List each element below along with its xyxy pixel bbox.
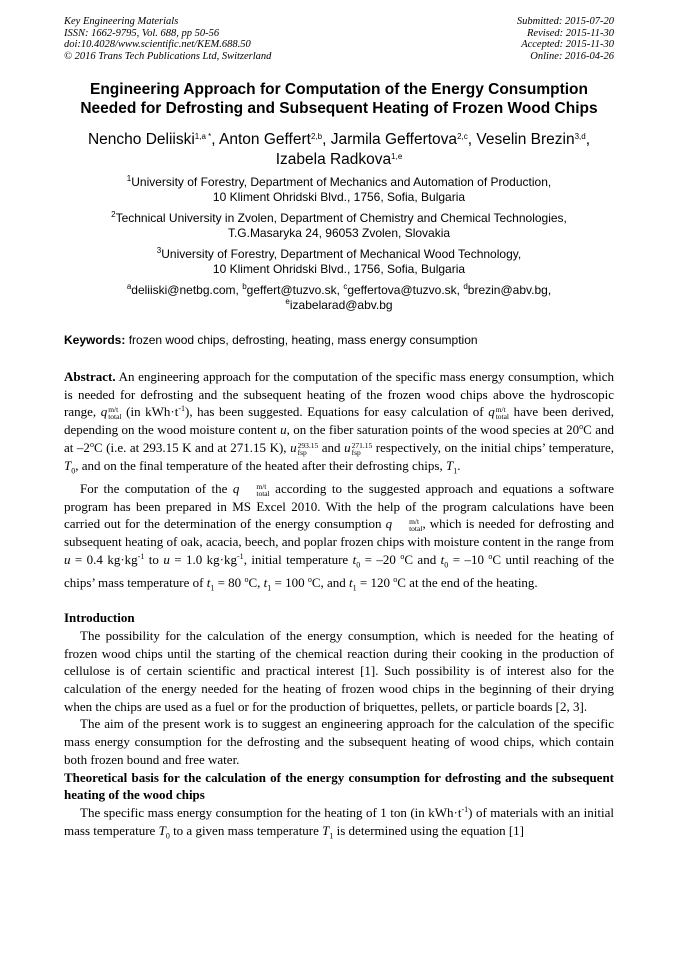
author-sup: 2,c bbox=[457, 132, 468, 141]
abstract-text: C and bbox=[404, 551, 437, 567]
u-symbol: u bbox=[280, 422, 287, 438]
exponent: -1 bbox=[237, 551, 244, 561]
keywords-label: Keywords: bbox=[64, 333, 126, 347]
degree-sup: o bbox=[393, 574, 398, 584]
abstract-text: C and at –2 bbox=[64, 422, 614, 455]
introduction-heading: Introduction bbox=[64, 610, 135, 626]
affiliation-line: University of Forestry, Department of Mechanics and Automation of Production, bbox=[131, 175, 552, 189]
abstract-text: An engineering approach for the computation of the specific mass energy consumption, which is needed for defrosting and the subsequent heating of the frozen wood chips above the hydroscopic range, bbox=[64, 369, 614, 420]
t1-symbol: T bbox=[445, 457, 454, 473]
theory-paragraph-1 bbox=[64, 804, 614, 845]
q-total-symbol: q bbox=[232, 480, 240, 496]
affiliation-1 bbox=[40, 175, 638, 204]
exponent: -1 bbox=[137, 551, 145, 561]
abstract-text: = 0.4 kg·kg bbox=[74, 551, 138, 567]
author-emails: $^a$deliiski@netbg.com, $^b$geffert@tuzvo.sk, $^c$geffertova@tuzvo.sk, $^d$brezin@abv.bg, $^e$izabelarad@abv.bg bbox=[126, 282, 552, 312]
keywords-text: frozen wood chips, defrosting, heating, mass energy consumption bbox=[128, 333, 478, 347]
email-link[interactable]: izabelarad@abv.bg bbox=[289, 297, 393, 312]
email-link[interactable]: brezin@abv.bg bbox=[467, 283, 548, 297]
email-link[interactable]: geffertova@tuzvo.sk bbox=[347, 283, 457, 297]
journal-info bbox=[64, 16, 271, 62]
u-fsp-symbol: u bbox=[344, 439, 351, 455]
q-total-symbol: q bbox=[100, 404, 108, 420]
email-link[interactable]: geffert@tuzvo.sk bbox=[246, 283, 337, 297]
paper-body bbox=[64, 368, 614, 845]
author-sup: 3,d bbox=[574, 132, 586, 141]
abstract-label: Abstract. bbox=[64, 369, 116, 384]
email-sup: d bbox=[463, 282, 468, 291]
affiliation-num: 3 bbox=[156, 246, 162, 255]
t1-sub: 1 bbox=[210, 583, 215, 593]
abstract-text: have been derived, depending on the wood moisture content bbox=[64, 404, 615, 438]
theory-text: ) of materials with an initial mass temperature bbox=[64, 804, 615, 838]
abstract-text: according to the suggested approach and equations a software program has been prepared in MS Excel 2010. With the help of the program calculations have been carried out for the determination of the energy consumption bbox=[64, 480, 615, 532]
introduction-paragraph-2: The aim of the present work is to suggest an engineering approach for the calculation of the specific mass energy consumption for the defrosting and the subsequent heating of wood chips, which contain both frozen bound and free water. bbox=[64, 716, 614, 767]
revised-date: Revised: 2015-11-30 bbox=[527, 27, 614, 39]
abstract-paragraph-2 bbox=[64, 480, 614, 597]
affiliation-num: 2 bbox=[111, 210, 116, 219]
exponent: -1 bbox=[461, 804, 469, 814]
abstract-text: = –20 bbox=[364, 551, 396, 567]
degree-sup: o bbox=[400, 551, 405, 561]
q-total-indices: m/t total bbox=[108, 405, 122, 422]
abstract-text: , and on the final temperature of the heated after their defrosting chips, bbox=[75, 457, 443, 473]
affiliation-line: Technical University in Zvolen, Department of Chemistry and Chemical Technologies, bbox=[115, 211, 567, 225]
abstract-text: and bbox=[321, 439, 341, 455]
abstract-text: For the computation of the bbox=[80, 480, 228, 496]
doi-line: doi:10.4028/www.scientific.net/KEM.688.50 bbox=[64, 39, 251, 50]
q-total-indices: m/t total bbox=[495, 405, 510, 422]
q-total-symbol: q bbox=[385, 516, 393, 532]
abstract-text: (in kWh·t bbox=[126, 404, 179, 420]
abstract-text: respectively, on the initial chips’ temperature, bbox=[375, 439, 615, 455]
abstract-text: = 100 bbox=[274, 574, 305, 590]
introduction-paragraph-1: The possibility for the calculation of the energy consumption, which is needed for the heating of frozen wood chips until the starting of the chemical reaction during their cooking in the production of cellulose is of certain scientific and practical interest [1]. Such possibility is of interest also for the calculation of the energy needed for the heating of frozen wood chips in the beginning of their drying when the chips are used as a fuel or for the production of briquettes, pellets, or particle boards [2, 3]. bbox=[64, 627, 614, 714]
period: . bbox=[457, 457, 461, 473]
theory-text: to a given mass temperature bbox=[173, 822, 319, 838]
abstract-text: , on the fiber saturation points of the wood species at 20 bbox=[286, 422, 580, 438]
t0-symbol: t bbox=[440, 551, 445, 567]
q-total-symbol: q bbox=[488, 404, 495, 420]
abstract-text: = 1.0 kg·kg bbox=[174, 551, 238, 567]
affiliation-num: 1 bbox=[126, 174, 132, 183]
abstract-text: = 80 bbox=[217, 574, 242, 590]
abstract-text: to bbox=[148, 551, 159, 567]
affiliation-3 bbox=[40, 247, 638, 276]
abstract-text: C until reaching of the chips’ mass temperature of bbox=[64, 551, 615, 590]
abstract-text: C, bbox=[248, 574, 261, 590]
q-total-indices: m/t total bbox=[256, 481, 270, 498]
degree-sup: o bbox=[307, 574, 312, 584]
author-name: Veselin Brezin bbox=[476, 131, 575, 148]
abstract-paragraph-1 bbox=[64, 368, 614, 480]
t0-sub: 0 bbox=[444, 560, 449, 570]
abstract-text: C at the end of the heating. bbox=[397, 574, 538, 590]
author-sup: 2,b bbox=[310, 132, 323, 141]
abstract-text: , initial temperature bbox=[243, 551, 349, 567]
email-sup: a bbox=[126, 282, 132, 291]
exponent: -1 bbox=[178, 404, 186, 414]
author-name: Nencho Deliiski bbox=[87, 131, 195, 148]
author-list: Nencho Deliiski$^{1,a *}$, Anton Geffert$^{2,b}$, Jarmila Geffertova$^{2,c}$, Veselin Brezin$^{3,d}$, Izabela Radkova$^{1,e}$ bbox=[87, 131, 591, 168]
affiliation-address: T.G.Masaryka 24, 96053 Zvolen, Slovakia bbox=[227, 225, 451, 240]
t1-symbol: t bbox=[349, 574, 353, 590]
issn-line: ISSN: 1662-9795, Vol. 688, pp 50-56 bbox=[64, 27, 220, 39]
t0-symbol: T bbox=[158, 822, 166, 838]
t1-symbol: T bbox=[322, 822, 330, 838]
degree-sup: o bbox=[579, 422, 584, 432]
email-sup: e bbox=[285, 296, 290, 306]
affiliation-line: University of Forestry, Department of Mechanical Wood Technology, bbox=[161, 247, 522, 261]
paper-title bbox=[40, 80, 638, 118]
abstract-text: ), has been suggested. Equations for easy calculation of bbox=[185, 404, 484, 420]
t0-sub: 0 bbox=[356, 560, 361, 570]
affiliation-address: 10 Kliment Ohridski Blvd., 1756, Sofia, Bulgaria bbox=[212, 189, 466, 204]
submitted-date: Submitted: 2015-07-20 bbox=[516, 16, 614, 27]
t0-symbol: t bbox=[352, 551, 357, 567]
q-total-indices: m/t total bbox=[409, 517, 423, 534]
t1-sub: 1 bbox=[329, 831, 334, 841]
degree-sup: o bbox=[488, 551, 493, 561]
journal-name: Key Engineering Materials bbox=[64, 16, 179, 27]
affiliation-2 bbox=[40, 211, 638, 240]
copyright-line: © 2016 Trans Tech Publications Ltd, Switzerland bbox=[64, 50, 272, 62]
online-date: Online: 2016-04-26 bbox=[530, 50, 614, 62]
author-name: Jarmila Geffertova bbox=[330, 131, 458, 148]
t1-symbol: t bbox=[206, 574, 211, 590]
t1-sub: 1 bbox=[352, 583, 357, 593]
submission-dates bbox=[517, 16, 614, 62]
title-line-1: Engineering Approach for Computation of the Energy Consumption bbox=[90, 81, 588, 98]
affiliations bbox=[40, 175, 638, 312]
u-symbol: u bbox=[64, 551, 71, 567]
keywords bbox=[64, 333, 614, 348]
author-name: Izabela Radkova bbox=[275, 151, 392, 168]
u-fsp-symbol: u bbox=[290, 439, 297, 455]
t1-sub: 1 bbox=[267, 583, 272, 593]
abstract-text: = –10 bbox=[452, 551, 484, 567]
email-sup: b bbox=[242, 282, 247, 291]
theory-text: is determined using the equation [1] bbox=[336, 822, 525, 838]
theory-heading: Theoretical basis for the calculation of the energy consumption for defrosting and the subsequent heating of the wood chips bbox=[64, 769, 614, 803]
t1-sub: 1 bbox=[453, 466, 458, 476]
author-sup: 1,a * bbox=[194, 132, 212, 141]
t0-sub: 0 bbox=[71, 466, 76, 476]
affiliation-address: 10 Kliment Ohridski Blvd., 1756, Sofia, Bulgaria bbox=[212, 261, 466, 276]
t0-symbol: T bbox=[64, 457, 72, 473]
abstract-text: C, and bbox=[311, 574, 346, 590]
email-sup: c bbox=[343, 282, 348, 291]
abstract-text: , which is needed for defrosting and subsequent heating of oak, acacia, beech, and poplar frozen chips with moisture content in the range from bbox=[64, 516, 615, 549]
author-name: Anton Geffert bbox=[219, 131, 311, 148]
u-symbol: u bbox=[163, 551, 170, 567]
theory-text: The specific mass energy consumption for the heating of 1 ton (in kWh·t bbox=[80, 804, 462, 820]
author-sup: 1,e bbox=[391, 152, 403, 161]
t0-sub: 0 bbox=[165, 831, 170, 841]
accepted-date: Accepted: 2015-11-30 bbox=[521, 39, 614, 50]
t1-symbol: t bbox=[263, 574, 268, 590]
u-fsp-indices: 271.15 fsp bbox=[351, 440, 373, 457]
email-link[interactable]: deliiski@netbg.com bbox=[131, 283, 236, 297]
abstract-text: = 120 bbox=[359, 574, 390, 590]
degree-sup: o bbox=[244, 574, 249, 584]
degree-sup: o bbox=[89, 439, 94, 449]
u-fsp-indices: 293.15 fsp bbox=[297, 440, 319, 457]
title-line-2: Needed for Defrosting and Subsequent Heating of Frozen Wood Chips bbox=[80, 100, 598, 117]
abstract-text: C (i.e. at 293.15 K and at 271.15 K), bbox=[93, 439, 287, 455]
